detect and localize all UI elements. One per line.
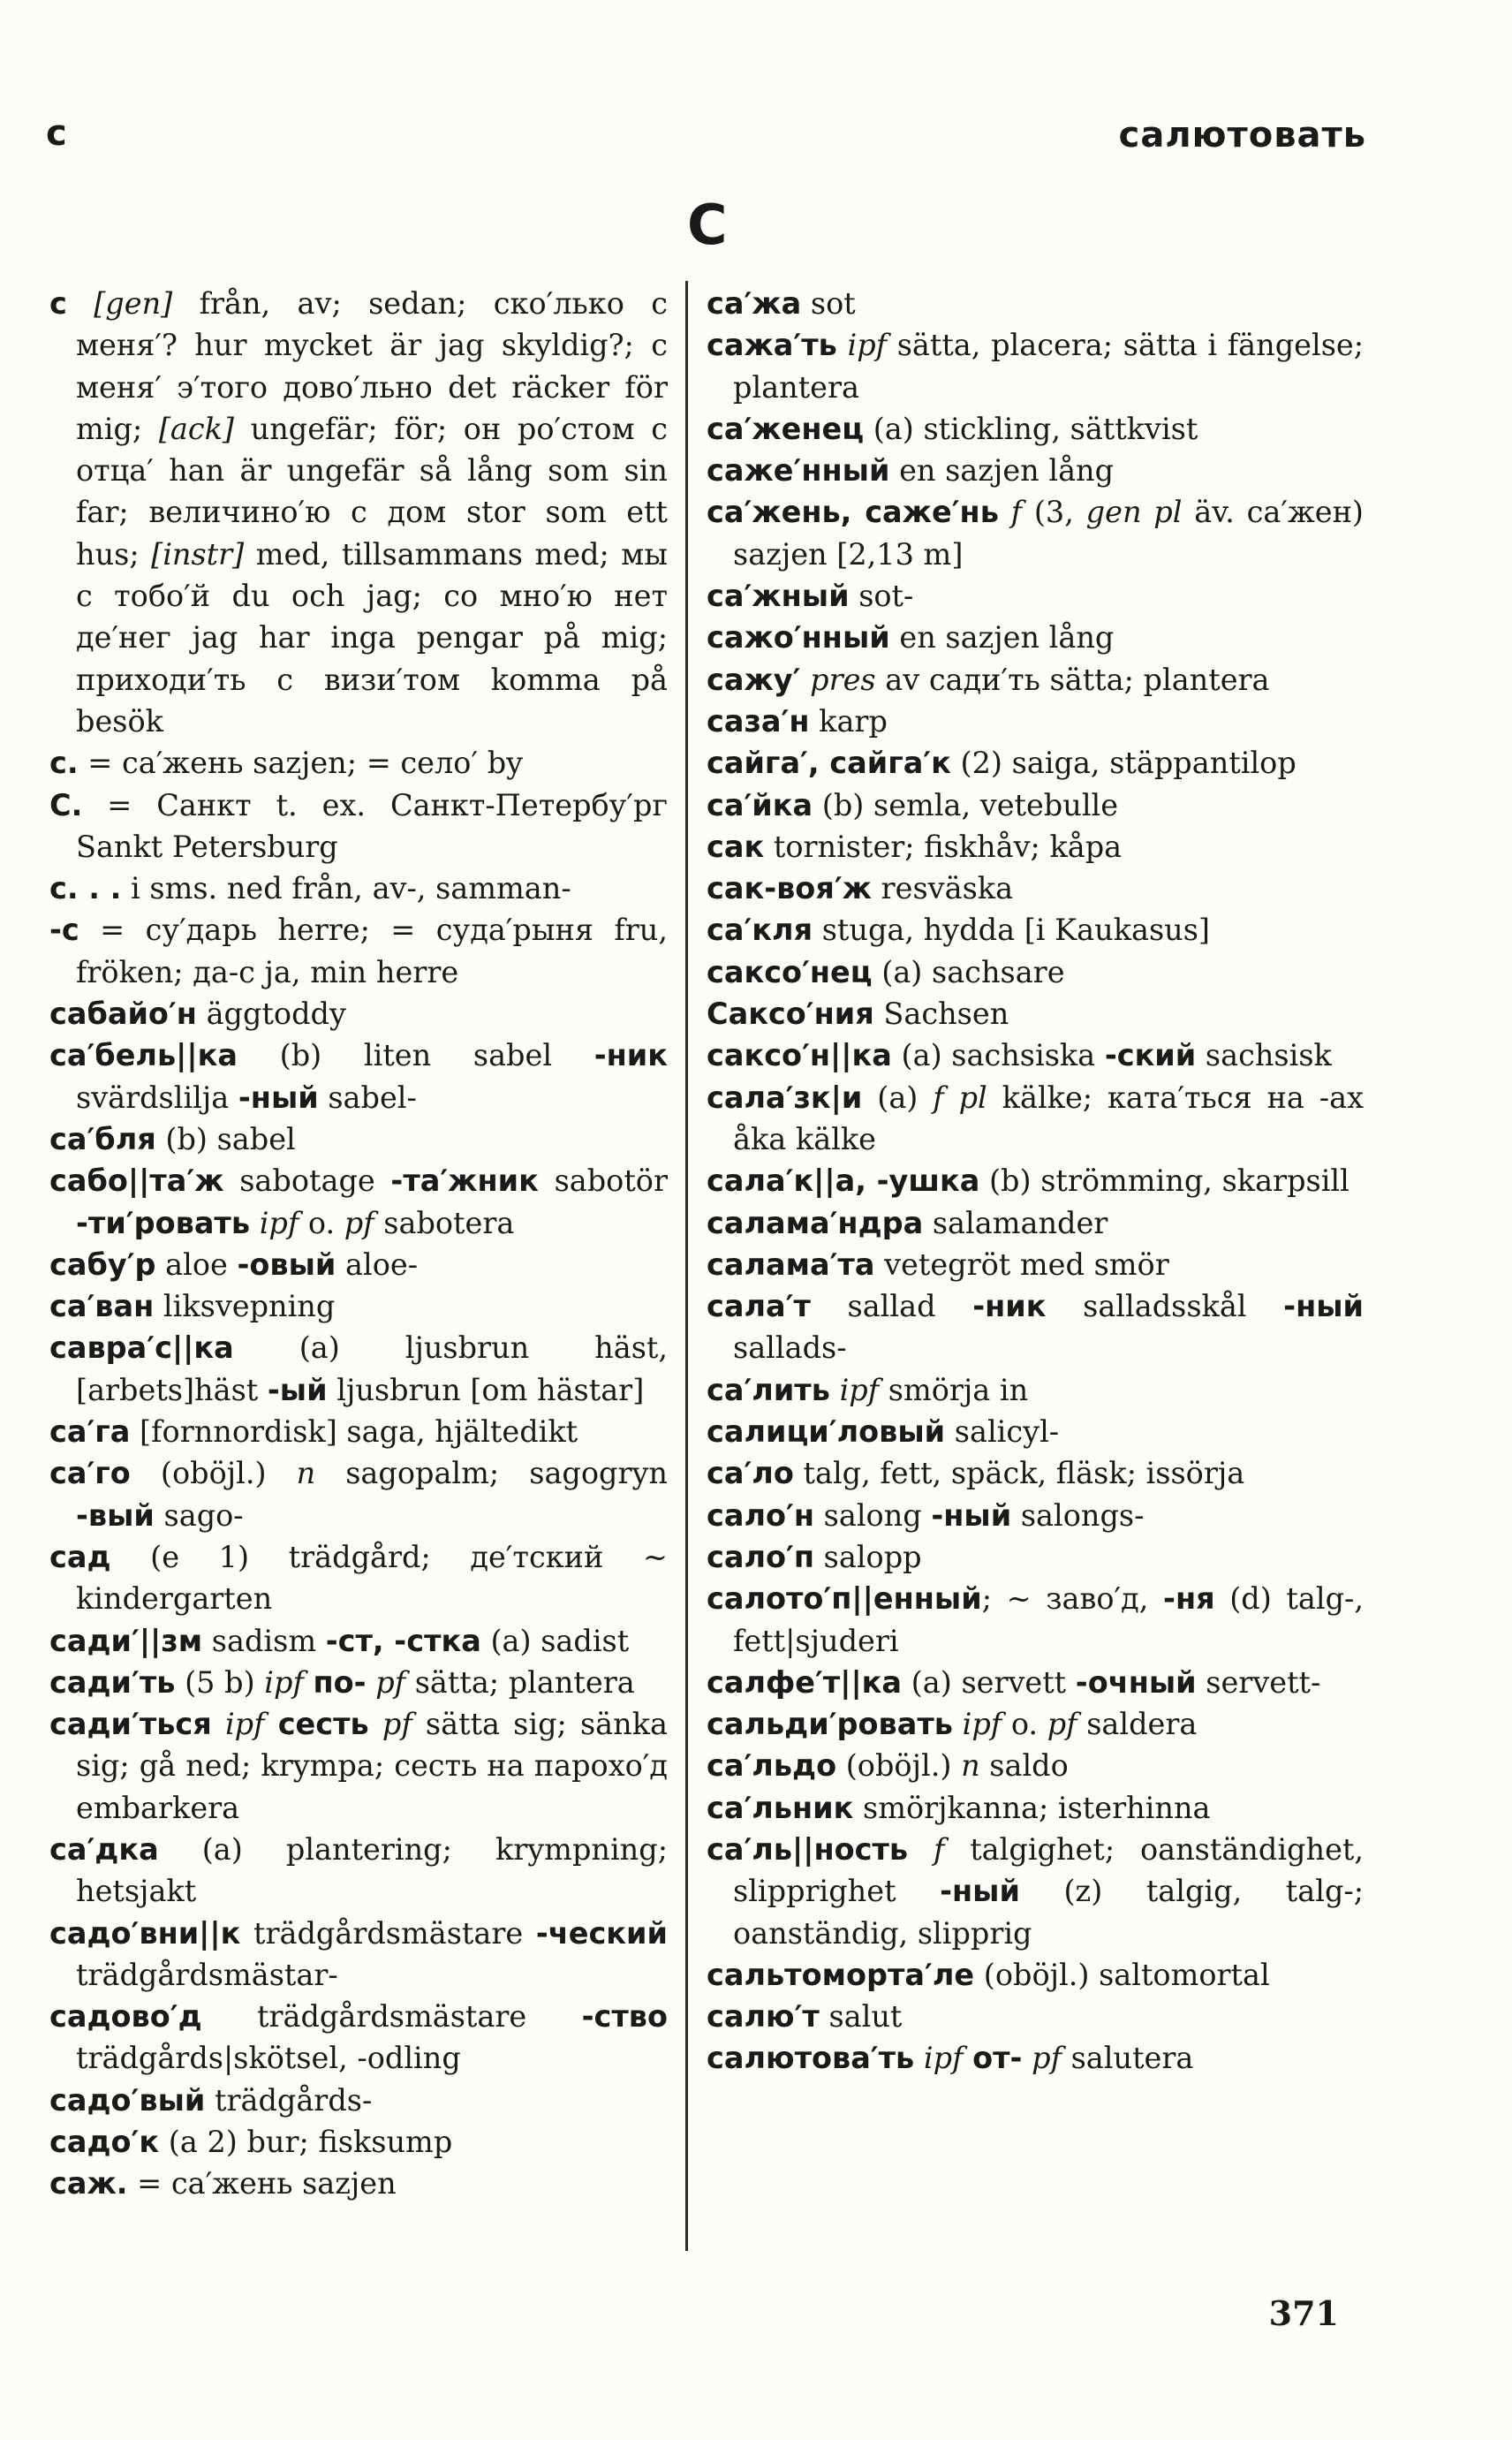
dictionary-entry: сади′ться ipf сесть pf sätta sig; sänka sig; gå ned; krympa; сесть на парохо′д embarkera (49, 1707, 668, 1825)
running-head-left: с (46, 113, 67, 154)
dictionary-entry: са′га [fornnordisk] saga, hjältedikt (49, 1414, 578, 1450)
dictionary-entry: салама′та vetegröt med smör (707, 1247, 1169, 1282)
dictionary-entry: сало′н salong -ный salongs- (707, 1497, 1145, 1533)
dictionary-entry: сади′ть (5 b) ipf по- pf sätta; plantera (49, 1664, 635, 1700)
dictionary-entry: салю′т salut (707, 1999, 903, 2035)
dictionary-entry: сальди′ровать ipf o. pf saldera (707, 1707, 1198, 1742)
dictionary-entry: салици′ловый salicyl- (707, 1414, 1060, 1450)
dictionary-entry: сак-воя′ж resväska (707, 871, 1014, 906)
dictionary-entry: са′лить ipf smörja in (707, 1372, 1029, 1407)
dictionary-entry: саже′нный en sazjen lång (707, 453, 1115, 489)
dictionary-entry: са′льник smörjkanna; isterhinna (707, 1790, 1211, 1825)
dictionary-entry: -с = су′дарь herre; = суда′рыня fru, fröken; да-с ja, min herre (49, 913, 668, 989)
dictionary-entry: сала′т sallad -ник salladsskål -ный sallads- (707, 1289, 1364, 1366)
section-letter: С (687, 193, 728, 257)
dictionary-entry: саза′н karp (707, 703, 888, 739)
dictionary-entry: са′ло talg, fett, späck, fläsk; issörja (707, 1456, 1245, 1491)
dictionary-entry: са′кля stuga, hydda [i Kaukasus] (707, 913, 1211, 948)
dictionary-entry: сала′зк|и (a) f pl kälke; ката′ться на -ах åka kälke (707, 1080, 1364, 1156)
right-column (707, 283, 1364, 2080)
dictionary-entry: сажу′ pres av сади′ть sätta; plantera (707, 662, 1270, 697)
dictionary-entry: сала′к||а, -ушка (b) strömming, skarpsill (707, 1163, 1349, 1199)
dictionary-entry: са′ль||ность f talgighet; oanständighet, slipprighet -ный (z) talgig, talg-; oanständig, slipprig (707, 1831, 1365, 1951)
dictionary-entry: сабо||та′ж sabotage -та′жник sabotör -ти′ровать ipf o. pf sabotera (49, 1163, 668, 1240)
dictionary-entry: са′льдо (oböjl.) n saldo (707, 1748, 1069, 1784)
dictionary-entry: садово′д trädgårdsmästare -ство trädgårds|skötsel, -odling (49, 1999, 668, 2076)
running-head-right: салютовать (1118, 115, 1366, 155)
dictionary-entry: сабайо′н äggtoddy (49, 996, 346, 1032)
dictionary-entry: сак tornister; fiskhåv; kåpa (707, 829, 1123, 864)
dictionary-entry: Саксо′ния Sachsen (707, 996, 1009, 1032)
dictionary-entry: саксо′н||ка (a) sachsiska -ский sachsisk (707, 1038, 1332, 1073)
dictionary-entry: садо′вый trädgårds- (49, 2082, 373, 2118)
dictionary-entry: с [gen] från, av; sedan; ско′лько с меня′? hur mycket är jag skyldig?; с меня′ э′того дово′льно det räcker för mig; [ack] ungefär; för; он ро′стом с отца′ han är ungefär så lång som sin far; величино′ю с дом stor som ett hus; [instr] med, tillsammans med; мы с тобо′й du och jag; со мно′ю нет де′нег jag har inga pengar på mig; приходи′ть с визи′том komma på besök (49, 286, 668, 739)
dictionary-entry: садо′к (a 2) bur; fisksump (49, 2125, 453, 2160)
dictionary-entry: са′бля (b) sabel (49, 1121, 296, 1156)
dictionary-entry: с. = са′жень sazjen; = село′ by (49, 746, 524, 781)
dictionary-entry: са′женец (a) stickling, sättkvist (707, 411, 1198, 446)
dictionary-entry: салфе′т||ка (a) servett -очный servett- (707, 1664, 1321, 1700)
dictionary-entry: са′дка (a) plantering; krympning; hetsjakt (49, 1831, 668, 1909)
dictionary-entry: С. = Санкт t. ex. Санкт-Петербу′рг Sankt Petersburg (49, 787, 668, 864)
dictionary-entry: садо′вни||к trädgårdsmästare -ческий trädgårdsmästar- (49, 1915, 668, 1992)
dictionary-entry: сад (e 1) trädgård; де′тский ~ kindergarten (49, 1539, 668, 1617)
dictionary-entry: са′жень, саже′нь f (3, gen pl äv. са′жен) sazjen [2,13 m] (707, 495, 1364, 572)
dictionary-entry: салама′ндра salamander (707, 1205, 1108, 1240)
dictionary-entry: сало′п salopp (707, 1539, 922, 1574)
left-column (49, 283, 668, 2205)
dictionary-entry: са′йка (b) semla, vetebulle (707, 787, 1119, 822)
dictionary-entry: сади′||зм sadism -ст, -стка (a) sadist (49, 1623, 630, 1658)
dictionary-entry: са′жный sot- (707, 579, 914, 614)
dictionary-entry: са′го (oböjl.) n sagopalm; sagogryn -вый sago- (49, 1456, 668, 1533)
dictionary-entry: сажа′ть ipf sätta, placera; sätta i fängelse; plantera (707, 328, 1365, 405)
dictionary-entry: сажо′нный en sazjen lång (707, 620, 1115, 655)
dictionary-entry: саксо′нец (a) sachsare (707, 954, 1065, 989)
dictionary-entry: са′бель||ка (b) liten sabel -ник svärdslilja -ный sabel- (49, 1038, 668, 1115)
dictionary-entry: са′жа sot (707, 286, 856, 321)
dictionary-entry: са′ван liksvepning (49, 1289, 336, 1324)
dictionary-entry: саж. = са′жень sazjen (49, 2166, 397, 2201)
column-divider (685, 281, 688, 2251)
dictionary-entry: савра′с||ка (a) ljusbrun häst, [arbets]häst -ый ljusbrun [om hästar] (49, 1330, 668, 1407)
page-number: 371 (1268, 2293, 1339, 2333)
dictionary-entry: сайга′, сайга′к (2) saiga, stäppantilop (707, 746, 1297, 781)
dictionary-entry: с. . . i sms. ned från, av-, samman- (49, 871, 571, 906)
dictionary-entry: салютова′ть ipf от- pf salutera (707, 2041, 1194, 2076)
dictionary-entry: салото′п||енный; ~ заво′д, -ня (d) talg-, fett|sjuderi (707, 1581, 1364, 1658)
dictionary-entry: сальтоморта′ле (oböjl.) saltomortal (707, 1957, 1270, 1992)
dictionary-entry: сабу′р aloe -овый aloe- (49, 1247, 419, 1282)
